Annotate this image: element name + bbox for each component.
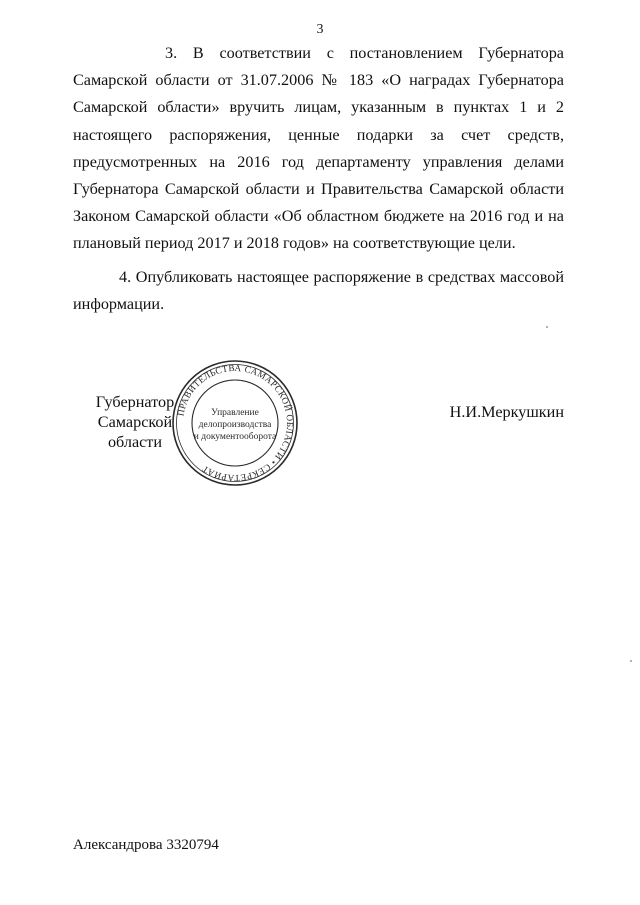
paragraph-4 bbox=[73, 264, 564, 318]
signatory-name: Н.И.Меркушкин bbox=[449, 403, 564, 421]
seal-inner-line3: и документооборота bbox=[193, 432, 277, 442]
paragraph-text: Опубликовать настоящее распоряжение в средствах массовой информации. bbox=[73, 267, 564, 313]
paragraph-text: В соответствии с постановлением Губернатора Самарской области от 31.07.2006 № 183 «О наградах Губернатора Самарской области» вручить лицам, указанным в пунктах 1 и 2 настоящего распоряжения, ценные подарки за счет средств, предусмотренных на 2016 год департаменту управления делами Губернатора Самарской области и Правительства Самарской области Законом Самарской области «Об областном бюджете на 2016 год и на плановый период 2017 и 2018 годов» на соответствующие цели. bbox=[73, 44, 564, 253]
page-number: 3 bbox=[316, 22, 324, 37]
seal-ring-text-path: ПРАВИТЕЛЬСТВА САМАРСКОЙ ОБЛАСТИ • СЕКРЕТАРИАТ bbox=[175, 362, 296, 484]
scan-speck bbox=[546, 326, 548, 328]
executor-contact: Александрова 3320794 bbox=[73, 837, 219, 853]
signatory-title-line1: Губернатор bbox=[95, 393, 175, 411]
seal-inner-line2: делопроизводства bbox=[198, 420, 272, 430]
official-seal bbox=[170, 358, 300, 488]
seal-graphic bbox=[170, 358, 300, 488]
seal-inner-line1: Управление bbox=[211, 408, 259, 418]
paragraph-number: 3. bbox=[165, 44, 178, 62]
paragraph-number: 4. bbox=[119, 267, 132, 286]
signatory-title-line2: Самарской области bbox=[97, 413, 173, 451]
paragraph-3 bbox=[73, 40, 564, 258]
document-body bbox=[73, 40, 564, 318]
scan-speck bbox=[630, 660, 632, 662]
